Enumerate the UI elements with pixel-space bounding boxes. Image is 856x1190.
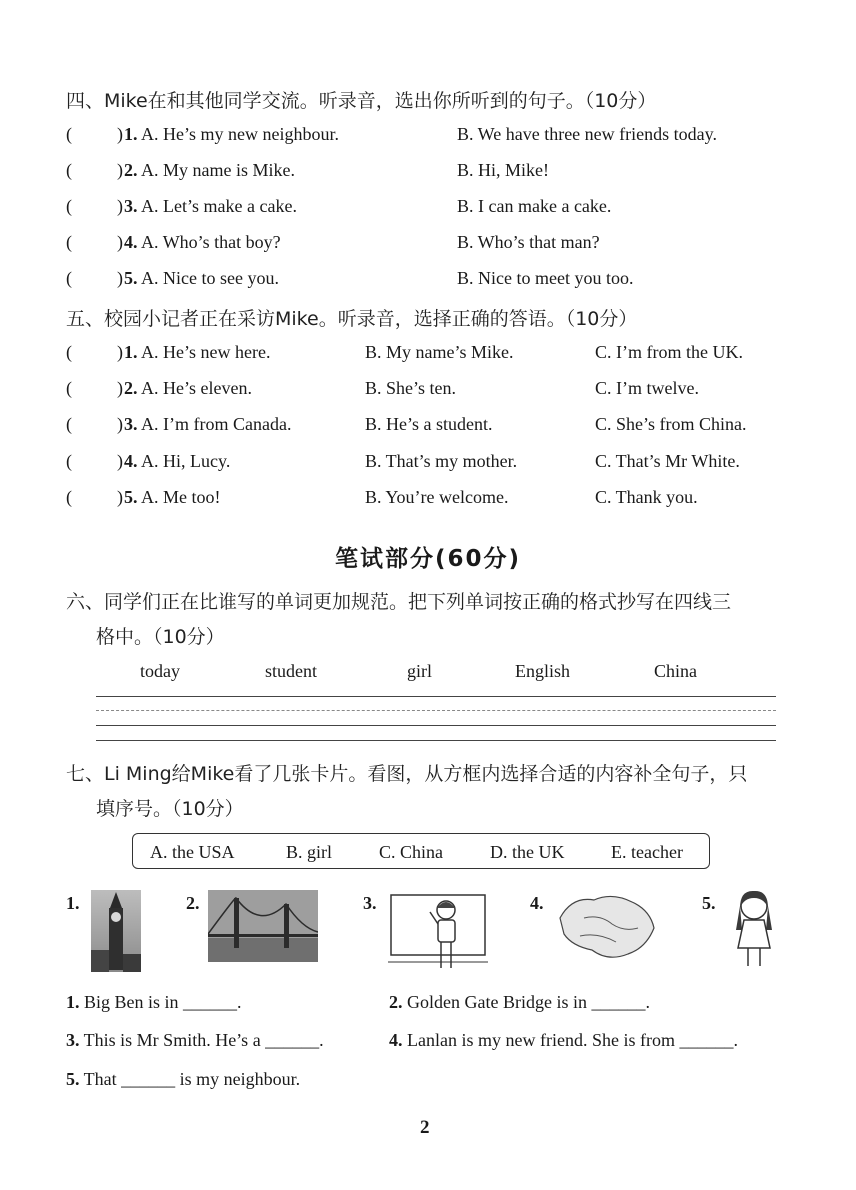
option-a: A. Hi, Lucy. <box>141 451 231 471</box>
sentence-number: 1. <box>66 992 80 1012</box>
page-number: 2 <box>420 1117 430 1138</box>
sentence-text: Lanlan is my new friend. She is from ______. <box>402 1030 738 1050</box>
answer-paren-open: ( <box>66 342 72 362</box>
question-row <box>124 414 291 435</box>
written-part-title: 笔试部分(60分) <box>334 546 522 572</box>
copy-word: English <box>515 661 571 681</box>
answer-paren-close: ) <box>117 268 123 288</box>
question-row <box>124 160 295 181</box>
option-b: B. He’s a student. <box>365 414 493 434</box>
answer-paren-close: ) <box>117 232 123 252</box>
option-a: A. My name is Mike. <box>141 160 295 180</box>
teacher-picture <box>388 890 488 972</box>
option-c: C. Thank you. <box>595 487 698 507</box>
grid-line <box>96 740 776 741</box>
answer-paren-open: ( <box>66 232 72 252</box>
answer-paren-close: ) <box>117 342 123 362</box>
section7-heading-line1: 七、Li Ming给Mike看了几张卡片。看图，从方框内选择合适的内容补全句子，只 <box>66 763 748 785</box>
fill-sentence <box>66 1030 324 1051</box>
option-c: C. I’m from the UK. <box>595 342 743 362</box>
answer-paren-close: ) <box>117 451 123 471</box>
question-number: 4. <box>124 451 138 471</box>
answer-paren-open: ( <box>66 487 72 507</box>
answer-paren-close: ) <box>117 378 123 398</box>
option-a: A. Who’s that boy? <box>141 232 281 252</box>
fill-sentence <box>66 992 242 1013</box>
word-bank-option: C. China <box>379 842 444 862</box>
option-c: C. She’s from China. <box>595 414 747 434</box>
sentence-number: 2. <box>389 992 403 1012</box>
section7-heading-line2: 填序号。（10分） <box>96 798 244 820</box>
question-row <box>124 378 252 399</box>
section6-heading-line2: 格中。（10分） <box>96 626 225 648</box>
golden-gate-bridge-picture <box>208 890 318 962</box>
word-bank-option: E. teacher <box>611 842 683 862</box>
picture-number: 4. <box>530 893 544 913</box>
question-number: 5. <box>124 268 138 288</box>
option-b: B. Who’s that man? <box>457 232 600 252</box>
four-line-grid[interactable] <box>96 696 776 744</box>
question-row <box>124 268 279 289</box>
question-row <box>124 124 339 145</box>
answer-paren-close: ) <box>117 124 123 144</box>
answer-paren-open: ( <box>66 451 72 471</box>
picture-number: 1. <box>66 893 80 913</box>
question-row <box>124 196 297 217</box>
option-a: A. He’s eleven. <box>141 378 252 398</box>
option-a: A. Let’s make a cake. <box>141 196 297 216</box>
option-b: B. That’s my mother. <box>365 451 518 471</box>
picture-number: 2. <box>186 893 200 913</box>
grid-line <box>96 725 776 726</box>
option-c: C. I’m twelve. <box>595 378 699 398</box>
sentence-number: 3. <box>66 1030 80 1050</box>
sentence-text: Big Ben is in ______. <box>79 992 242 1012</box>
question-number: 1. <box>124 342 138 362</box>
word-bank-option: A. the USA <box>150 842 235 862</box>
answer-paren-open: ( <box>66 196 72 216</box>
answer-paren-close: ) <box>117 160 123 180</box>
picture-number: 5. <box>702 893 716 913</box>
section4-heading: 四、Mike在和其他同学交流。听录音，选出你所听到的句子。（10分） <box>66 90 657 112</box>
section5-heading: 五、校园小记者正在采访Mike。听录音，选择正确的答语。（10分） <box>66 308 638 330</box>
copy-word: student <box>265 661 317 681</box>
word-bank-option: B. girl <box>286 842 333 862</box>
fill-sentence <box>389 992 650 1013</box>
question-number: 5. <box>124 487 138 507</box>
answer-paren-open: ( <box>66 414 72 434</box>
fill-sentence <box>66 1069 300 1090</box>
copy-word: today <box>140 661 180 681</box>
sentence-text: Golden Gate Bridge is in ______. <box>402 992 650 1012</box>
option-b: B. She’s ten. <box>365 378 457 398</box>
word-bank-option: D. the UK <box>490 842 565 862</box>
copy-word: girl <box>407 661 432 681</box>
answer-paren-open: ( <box>66 124 72 144</box>
copy-word: China <box>654 661 697 681</box>
sentence-text: This is Mr Smith. He’s a ______. <box>79 1030 324 1050</box>
fill-sentence <box>389 1030 738 1051</box>
question-number: 3. <box>124 196 138 216</box>
question-row <box>124 451 230 472</box>
sentence-number: 5. <box>66 1069 80 1089</box>
option-b: B. My name’s Mike. <box>365 342 514 362</box>
sentence-number: 4. <box>389 1030 403 1050</box>
answer-paren-close: ) <box>117 414 123 434</box>
option-b: B. You’re welcome. <box>365 487 509 507</box>
grid-line <box>96 696 776 697</box>
option-a: A. I’m from Canada. <box>141 414 292 434</box>
answer-paren-open: ( <box>66 160 72 180</box>
word-bank-box <box>132 833 710 869</box>
china-map-picture <box>554 888 658 964</box>
question-number: 4. <box>124 232 138 252</box>
picture-number: 3. <box>363 893 377 913</box>
question-number: 2. <box>124 378 138 398</box>
option-b: B. Hi, Mike! <box>457 160 549 180</box>
question-number: 1. <box>124 124 138 144</box>
option-a: A. He’s new here. <box>141 342 271 362</box>
question-number: 2. <box>124 160 138 180</box>
answer-paren-open: ( <box>66 378 72 398</box>
section6-heading-line1: 六、同学们正在比谁写的单词更加规范。把下列单词按正确的格式抄写在四线三 <box>66 591 732 613</box>
question-row <box>124 487 221 508</box>
grid-line <box>96 710 776 711</box>
big-ben-picture <box>91 890 141 972</box>
question-row <box>124 232 281 253</box>
option-a: A. Nice to see you. <box>141 268 279 288</box>
sentence-text: That ______ is my neighbour. <box>79 1069 301 1089</box>
option-c: C. That’s Mr White. <box>595 451 740 471</box>
answer-paren-close: ) <box>117 487 123 507</box>
question-number: 3. <box>124 414 138 434</box>
option-b: B. Nice to meet you too. <box>457 268 634 288</box>
option-b: B. We have three new friends today. <box>457 124 717 144</box>
option-a: A. He’s my new neighbour. <box>141 124 339 144</box>
option-b: B. I can make a cake. <box>457 196 612 216</box>
option-a: A. Me too! <box>141 487 221 507</box>
answer-paren-close: ) <box>117 196 123 216</box>
question-row <box>124 342 270 363</box>
answer-paren-open: ( <box>66 268 72 288</box>
girl-picture <box>730 886 778 972</box>
